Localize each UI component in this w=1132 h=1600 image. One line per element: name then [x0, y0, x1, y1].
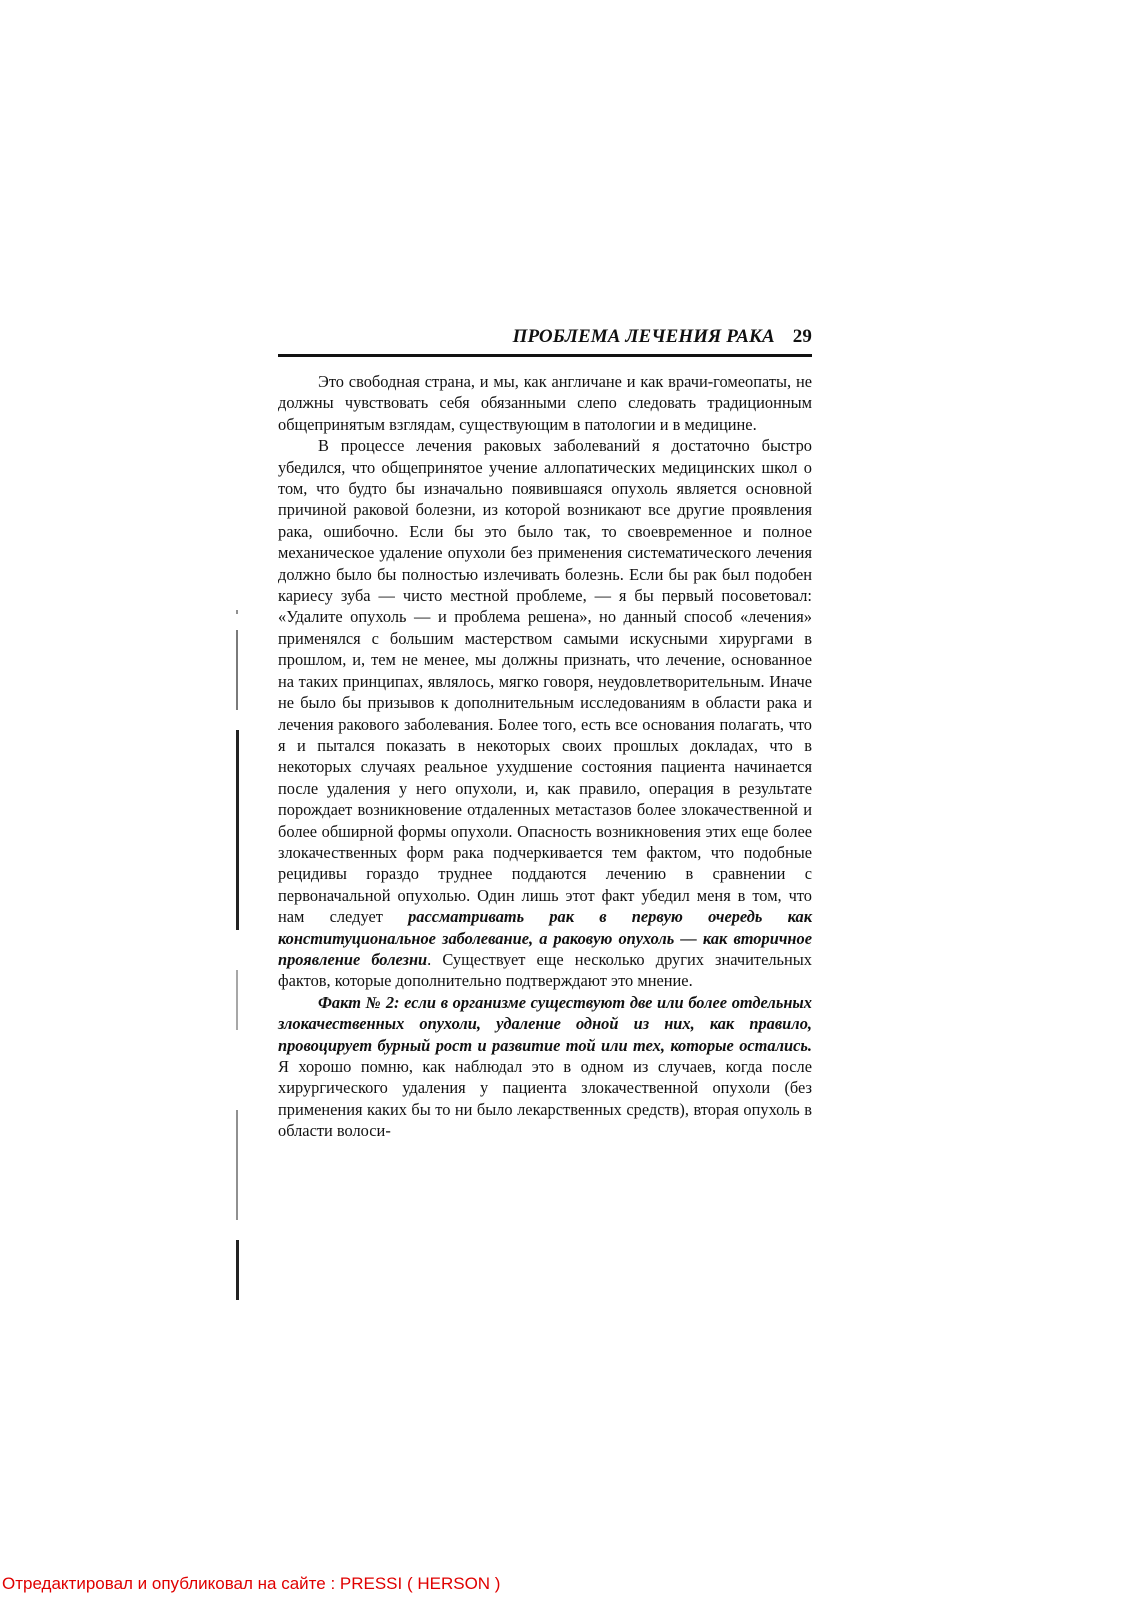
- paragraph-2-text-a: В процессе лечения раковых заболеваний я достаточно быстро убедился, что общепринятое учение аллопатических медицинских школ о том, что будто бы изначально появившаяся опухоль является основной причиной раковой болезни, из которой возникают все другие проявления рака, ошибочно. Если бы это было так, то своевременное и полное механическое удаление опухоли без применения систематического лечения должно было бы полностью излечивать болезнь. Если бы рак был подобен кариесу зуба — чисто местной проблеме, — я бы первый посоветовал: «Удалите опухоль — и проблема решена», но данный способ «лечения» применялся с большим мастерством самыми искусными хирургами в прошлом, и, тем не менее, мы должны признать, что лечение, основанное на таких принципах, являлось, мягко говоря, неудовлетворительным. Иначе не было бы призывов к дополнительным исследованиям в области рака и лечения ракового заболевания. Более того, есть все основания полагать, что я и пытался показать в некоторых своих прошлых докладах, что в некоторых случаях реальное ухудшение состояния пациента начинается после удаления у него опухоли, и, как правило, операция в результате порождает возникновение отдаленных метастазов более злокачественной и более обширной формы опухоли. Опасность возникновения этих еще более злокачественных форм рака подчеркивается тем фактом, что подобные рецидивы гораздо труднее поддаются лечению в сравнении с первоначальной опухолью. Один лишь этот факт убедил меня в том, что нам следует: [278, 436, 812, 927]
- paragraph-2: [278, 435, 812, 992]
- margin-mark: [236, 730, 239, 930]
- header-rule: [278, 354, 812, 357]
- scan-margin-marks: [236, 610, 242, 1310]
- footer-credit: Отредактировал и опубликовал на сайте : PRESSI ( HERSON ): [2, 1574, 501, 1593]
- paragraph-1: Это свободная страна, и мы, как англичане и как врачи-гомеопаты, не должны чувствовать себя обязанными слепо следовать традиционным общепринятым взглядам, существующим в патологии и в медицине.: [278, 372, 812, 434]
- body-text: [278, 371, 812, 1142]
- margin-mark: [236, 1240, 239, 1300]
- margin-mark: [236, 970, 238, 1030]
- margin-mark: [236, 630, 238, 710]
- paragraph-3-text: Я хорошо помню, как наблюдал это в одном из случаев, когда после хирургического удаления у пациента злокачественной опухоли (без применения каких бы то ни было лекарственных средств), вторая опухоль в области волоси-: [278, 1057, 812, 1141]
- paragraph-3: [278, 992, 812, 1142]
- running-title: ПРОБЛЕМА ЛЕЧЕНИЯ РАКА: [512, 326, 775, 347]
- paragraph-2-text-b: . Существует еще несколько других значительных фактов, которые дополнительно подтверждают это мнение.: [278, 949, 812, 991]
- paragraph-2-emphasis: рассматривать рак в первую очередь как конституциональное заболевание, а раковую опухоль — как вторичное проявление болезни: [278, 907, 812, 969]
- margin-mark: [236, 610, 238, 614]
- margin-mark: [236, 1110, 238, 1220]
- page-block: [278, 326, 812, 1142]
- running-head: [278, 326, 812, 352]
- paragraph-3-emphasis: Факт № 2: если в организме существуют две или более отдельных злокачественных опухоли, удаление одной из них, как правило, провоцирует бурный рост и развитие той или тех, которые остались.: [278, 992, 812, 1055]
- page-number: 29: [792, 326, 812, 347]
